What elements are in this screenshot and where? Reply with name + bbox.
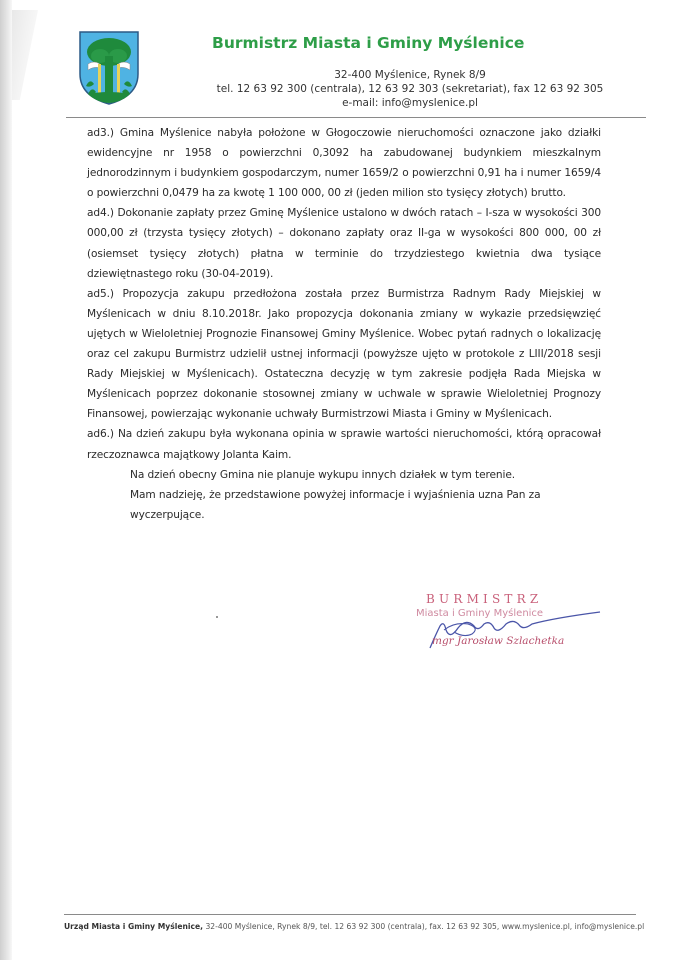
footer-details: 32-400 Myślenice, Rynek 8/9, tel. 12 63 92 300 (centrala), fax. 12 63 92 305, www.myslenice.pl, info@myslenice.pl — [203, 922, 645, 931]
stamp-name: mgr Jarosław Szlachetka — [432, 635, 565, 647]
coat-of-arms-icon — [78, 30, 140, 106]
paragraph-ad4: ad4.) Dokonanie zapłaty przez Gminę Myślenice ustalono w dwóch ratach – I-sza w wysokości 300 000,00 zł (trzysta tysięcy złotych) – dokonano zapłaty oraz II-ga w wysokości 800 000, 00 zł (osiemset tysięcy złotych) płatna w terminie do trzydziestego kwietnia dwa tysiące dziewiętnastego roku (30-04-2019). — [87, 207, 601, 280]
scan-speck — [216, 616, 218, 618]
paragraph-ad5: ad5.) Propozycja zakupu przedłożona została przez Burmistrza Radnym Rady Miejskiej w Myślenicach w dniu 8.10.2018r. Jako propozycja dokonania zmiany w wykazie przedsięwzięć ujętych w Wieloletniej Prognozie Finansowej Gminy Myślenice. Wobec pytań radnych o lokalizację oraz cel zakupu Burmistrz udzielił ustnej informacji (powyższe ujęto w protokole z LIII/2018 sesji Rady Miejskiej w Myślenicach). Ostateczna decyzję w tym zakresie podjęła Rada Miejska w Myślenicach poprzez dokonanie stosownej zmiany w uchwale w sprawie Wieloletniej Prognozy Finansowej, powierzając wykonanie uchwały Burmistrzowi Miasta i Gminy w Myślenicach. — [87, 287, 601, 421]
footer-org: Urząd Miasta i Gminy Myślenice, — [64, 922, 204, 931]
letterhead-address: 32-400 Myślenice, Rynek 8/9 — [334, 69, 486, 81]
page-footer — [64, 922, 644, 931]
letterhead-email: e-mail: info@myslenice.pl — [342, 97, 478, 109]
footer-divider — [64, 914, 636, 915]
letterhead-title: Burmistrz Miasta i Gminy Myślenice — [212, 34, 525, 52]
scan-edge-shadow — [0, 0, 12, 960]
stamp-subtitle: Miasta i Gminy Myślenice — [416, 608, 544, 619]
stamp-title: BURMISTRZ — [426, 592, 543, 606]
paragraph-ad3: ad3.) Gmina Myślenice nabyła położone w Głogoczowie nieruchomości oznaczone jako działki ewidencyjne nr 1958 o powierzchni 0,3092 ha zabudowanej budynkiem mieszkalnym jednorodzinnym i budynkiem gospodarczym, numer 1659/2 o powierzchni 0,91 ha i numer 1659/4 o powierzchni 0,0479 ha za kwotę 1 100 000, 00 zł (jeden milion sto tysięcy złotych) brutto. — [87, 127, 601, 200]
paragraph-ad6: ad6.) Na dzień zakupu była wykonana opinia w sprawie wartości nieruchomości, którą opracował rzeczoznawca majątkowy Jolanta Kaim. — [87, 428, 601, 461]
closing-line-1: Na dzień obecny Gmina nie planuje wykupu innych działek w tym terenie. — [130, 468, 516, 481]
letter-body — [87, 123, 601, 525]
mayor-stamp — [400, 592, 600, 662]
letterhead-contact — [150, 68, 670, 110]
scan-fold-shadow — [12, 10, 38, 100]
closing-line-2: Mam nadzieję, że przedstawione powyżej informacje i wyjaśnienia uzna Pan za wyczerpujące. — [130, 488, 541, 521]
letterhead-phones: tel. 12 63 92 300 (centrala), 12 63 92 303 (sekretariat), fax 12 63 92 305 — [216, 83, 604, 95]
header-divider — [66, 117, 646, 118]
